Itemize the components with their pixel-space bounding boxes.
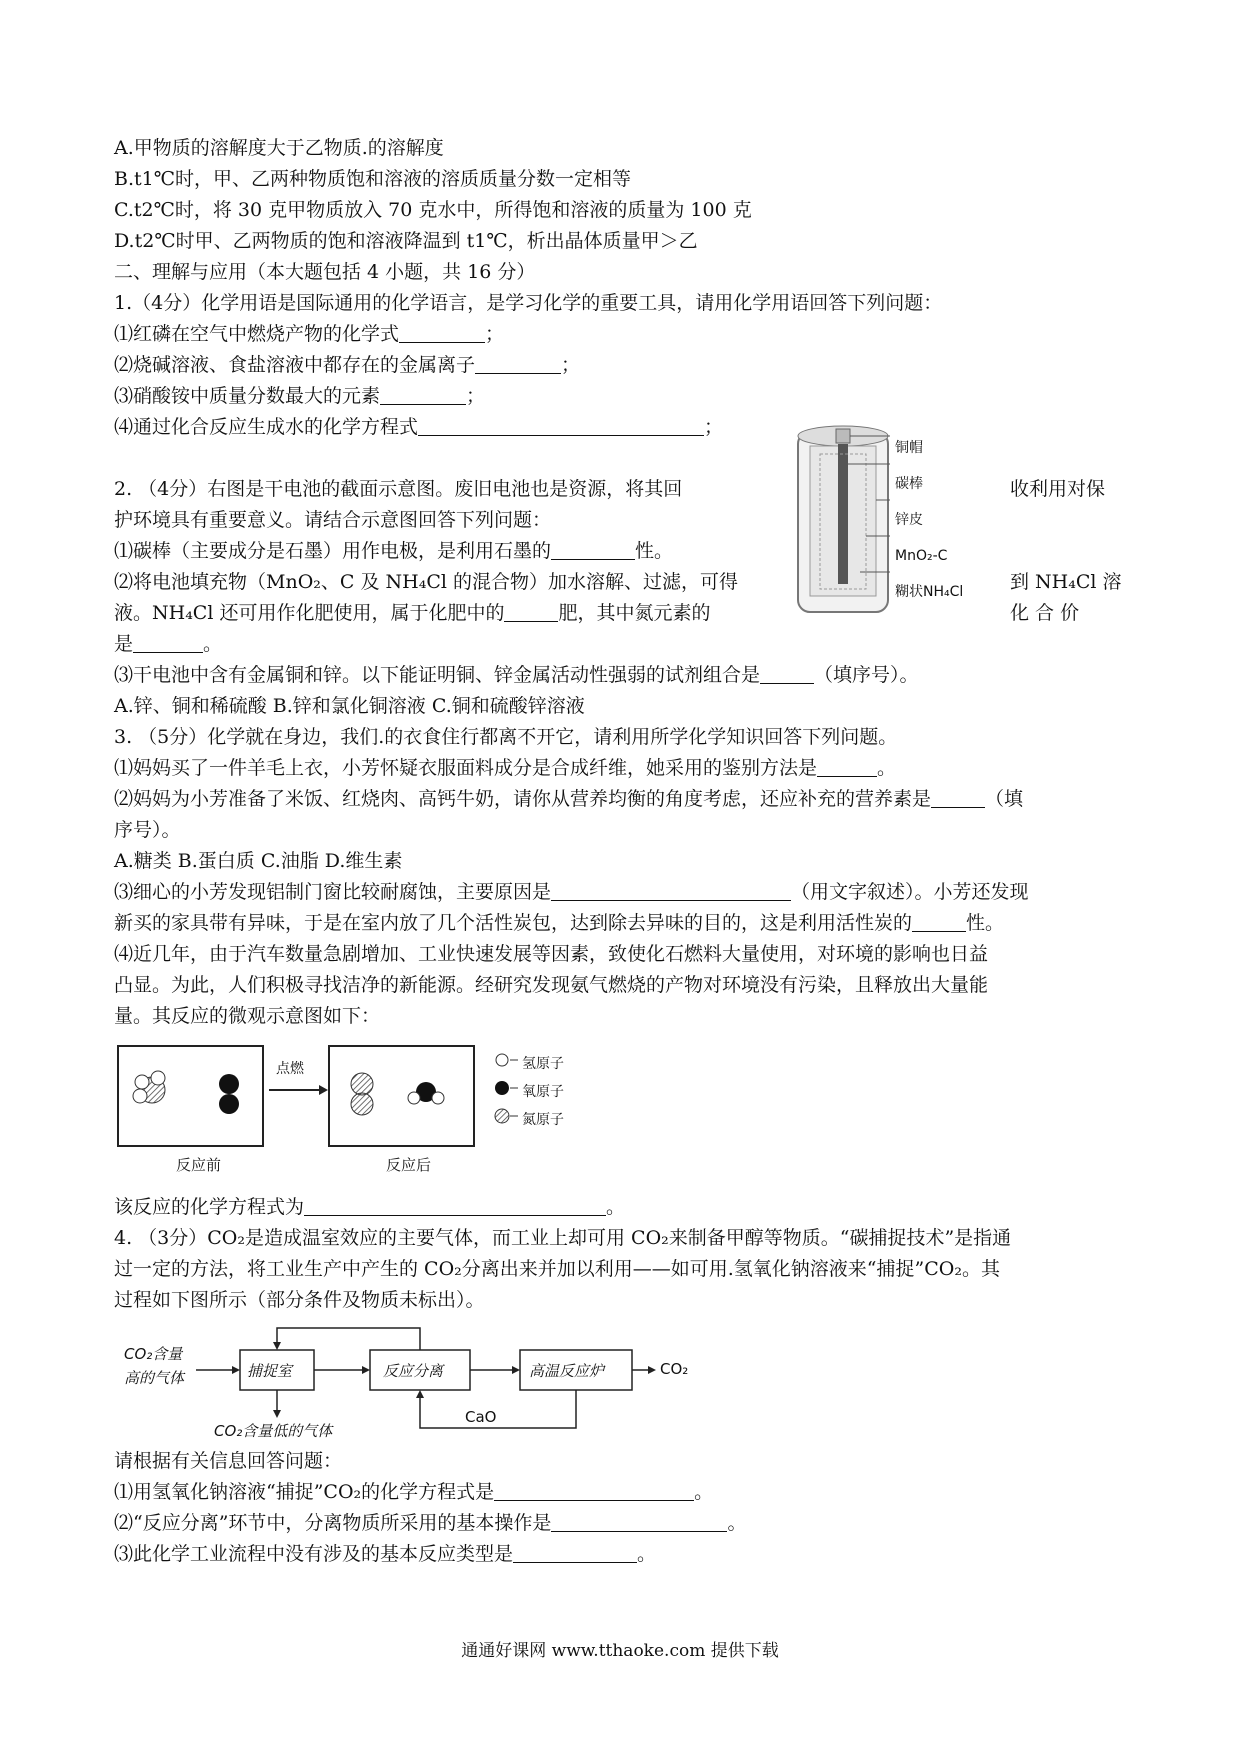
q3-part2-line2: 序号）。 — [114, 819, 181, 841]
punct: ； — [485, 323, 505, 345]
flow-output: CO₂ — [660, 1360, 689, 1378]
legend-nitrogen: 氮原子 — [522, 1112, 564, 1128]
q2-part1-end: 性。 — [635, 540, 674, 562]
answer-blank[interactable] — [380, 384, 466, 405]
q3-part3 — [114, 879, 1029, 905]
legend-hydrogen: 氢原子 — [522, 1056, 564, 1072]
flow-box-separation: 反应分离 — [383, 1362, 444, 1380]
q1-part4 — [114, 414, 723, 440]
flow-input — [124, 1342, 184, 1390]
q2-part2: ⑵将电池填充物（MnO₂、C 及 NH₄Cl 的混合物）加水溶解、过滤，可得 — [114, 571, 738, 593]
answer-blank[interactable] — [931, 787, 985, 808]
q2-part2-text-b: 肥，其中氮元素的 — [558, 602, 711, 624]
q2-part2-line3 — [114, 631, 222, 657]
q2-part2-text-c: 是 — [114, 633, 134, 655]
q3-part3-line2 — [114, 910, 1004, 936]
q3-equation — [114, 1194, 625, 1220]
punct: 。 — [606, 1196, 626, 1218]
q3-part2 — [114, 786, 1023, 812]
q2-part3-text: ⑶干电池中含有金属铜和锌。以下能证明铜、锌金属活动性强弱的试剂组合是 — [114, 664, 761, 686]
q1-part2 — [114, 352, 580, 378]
section-title: 二、理解与应用（本大题包括 4 小题，共 16 分） — [114, 261, 536, 283]
q4-line1: 4. （3分）CO₂是造成温室效应的主要气体，而工业上却可用 CO₂来制备甲醇等物质。“碳捕捉技术”是指通 — [114, 1227, 1012, 1249]
q2-line2: 护环境具有重要意义。请结合示意图回答下列问题： — [114, 509, 552, 531]
q4-intro: 请根据有关信息回答问题： — [114, 1450, 343, 1472]
q1-part4-text: ⑷通过化合反应生成水的化学方程式 — [114, 416, 419, 438]
answer-blank[interactable] — [551, 880, 791, 901]
q4-part1 — [114, 1479, 713, 1505]
flow-input-line2: 高的气体 — [124, 1369, 185, 1387]
option-b: B.t1℃时，甲、乙两种物质饱和溶液的溶质质量分数一定相等 — [114, 168, 631, 190]
label-mno2-c: MnO₂-C — [895, 548, 948, 564]
flow-box-furnace: 高温反应炉 — [529, 1362, 605, 1380]
flow-box-capture: 捕捉室 — [247, 1362, 293, 1380]
punct: ； — [704, 416, 724, 438]
answer-blank[interactable] — [760, 663, 814, 684]
punct: 。 — [694, 1481, 714, 1503]
q1-part1 — [114, 321, 504, 347]
before-label: 反应前 — [176, 1156, 222, 1174]
q2-part3 — [114, 662, 919, 688]
label-copper-cap: 铜帽 — [895, 440, 923, 456]
flow-cao: CaO — [465, 1408, 497, 1426]
q2-part2-text: 液。NH₄Cl 还可用作化肥使用，属于化肥中的 — [114, 602, 505, 624]
after-label: 反应后 — [386, 1156, 432, 1174]
q3-part4: ⑷近几年，由于汽车数量急剧增加、工业快速发展等因素，致使化石燃料大量使用，对环境的影响也日益 — [114, 943, 989, 965]
punct: 。 — [637, 1543, 657, 1565]
q1-part1-text: ⑴红磷在空气中燃烧产物的化学式 — [114, 323, 400, 345]
flow-input-line1: CO₂含量 — [124, 1345, 183, 1363]
q4-part2 — [114, 1510, 746, 1536]
q3-stem: 3. （5分）化学就在身边，我们.的衣食住行都离不开它，请利用所学化学知识回答下列问题。 — [114, 726, 898, 748]
q3-part3-text: ⑶细心的小芳发现铝制门窗比较耐腐蚀，主要原因是 — [114, 881, 552, 903]
answer-blank[interactable] — [912, 911, 966, 932]
q3-part1 — [114, 755, 896, 781]
answer-blank[interactable] — [399, 322, 485, 343]
arrow-label: 点燃 — [276, 1061, 304, 1077]
q2-part1-text: ⑴碳棒（主要成分是石墨）用作电极，是利用石墨的 — [114, 540, 552, 562]
q1-part2-text: ⑵烧碱溶液、食盐溶液中都存在的金属离子 — [114, 354, 476, 376]
q3-part4-line3: 量。其反应的微观示意图如下： — [114, 1005, 381, 1027]
answer-blank[interactable] — [475, 353, 561, 374]
q2-options: A.锌、铜和稀硫酸 B.锌和氯化铜溶液 C.铜和硫酸锌溶液 — [114, 695, 585, 717]
answer-blank[interactable] — [551, 1511, 727, 1532]
punct: ； — [561, 354, 581, 376]
q4-part3 — [114, 1541, 656, 1567]
q3-part2-text: ⑵妈妈为小芳准备了米饭、红烧肉、高钙牛奶，请你从营养均衡的角度考虑，还应补充的营养素是 — [114, 788, 932, 810]
answer-blank[interactable] — [418, 415, 704, 436]
answer-blank[interactable] — [551, 539, 635, 560]
q3-part3-end-b: 性。 — [966, 912, 1005, 934]
q3-part2-end: （填 — [985, 788, 1024, 810]
battery-labels — [895, 430, 963, 610]
q4-part2-text: ⑵“反应分离”环节中，分离物质所采用的基本操作是 — [114, 1512, 552, 1534]
option-c: C.t2℃时，将 30 克甲物质放入 70 克水中，所得饱和溶液的质量为 100 克 — [114, 199, 752, 221]
q4-part3-text: ⑶此化学工业流程中没有涉及的基本反应类型是 — [114, 1543, 514, 1565]
q4-line3: 过程如下图所示（部分条件及物质未标出）。 — [114, 1289, 485, 1311]
legend — [522, 1050, 564, 1134]
q3-part4-line2: 凸显。为此，人们积极寻找洁净的新能源。经研究发现氨气燃烧的产物对环境没有污染，且释放出大量能 — [114, 974, 989, 996]
q3-part3-end: （用文字叙述）。小芳还发现 — [791, 881, 1029, 903]
punct: ； — [466, 385, 486, 407]
q4-line2: 过一定的方法，将工业生产中产生的 CO₂分离出来并加以利用——如可用.氢氧化钠溶液来“捕捉”CO₂。其 — [114, 1258, 1000, 1280]
q2-part2-right: 到 NH₄Cl 溶 — [1010, 571, 1122, 593]
option-d: D.t2℃时甲、乙两物质的饱和溶液降温到 t1℃，析出晶体质量甲＞乙 — [114, 230, 698, 252]
q3-equation-text: 该反应的化学方程式为 — [114, 1196, 305, 1218]
answer-blank[interactable] — [504, 601, 558, 622]
label-carbon-rod: 碳棒 — [895, 476, 923, 492]
carbon-capture-flow — [114, 1318, 704, 1453]
q2-part2-right2: 化 合 价 — [1010, 602, 1080, 624]
q1-part3 — [114, 383, 485, 409]
q1-part3-text: ⑶硝酸铵中质量分数最大的元素 — [114, 385, 381, 407]
q2-part3-end: （填序号）。 — [814, 664, 919, 686]
answer-blank[interactable] — [494, 1480, 694, 1501]
page-footer: 通通好课网 www.tthaoke.com 提供下载 — [461, 1641, 779, 1661]
option-a: A.甲物质的溶解度大于乙物质.的溶解度 — [114, 137, 444, 159]
q2-stem: 2. （4分）右图是干电池的截面示意图。废旧电池也是资源，将其回 — [114, 478, 683, 500]
label-zinc-shell: 锌皮 — [895, 512, 923, 528]
punct: 。 — [727, 1512, 747, 1534]
punct: 。 — [877, 757, 897, 779]
answer-blank[interactable] — [817, 756, 877, 777]
legend-oxygen: 氧原子 — [522, 1084, 564, 1100]
q2-part1 — [114, 538, 673, 564]
q2-part2-line2 — [114, 600, 710, 626]
q3-options: A.糖类 B.蛋白质 C.油脂 D.维生素 — [114, 850, 403, 872]
q1-stem: 1.（4分）化学用语是国际通用的化学语言，是学习化学的重要工具，请用化学用语回答下列问题： — [114, 292, 943, 314]
punct: 。 — [203, 633, 223, 655]
answer-blank[interactable] — [513, 1542, 637, 1563]
answer-blank[interactable] — [133, 632, 203, 653]
q3-part1-text: ⑴妈妈买了一件羊毛上衣，小芳怀疑衣服面料成分是合成纤维，她采用的鉴别方法是 — [114, 757, 818, 779]
q2-stem-right: 收利用对保 — [1010, 478, 1106, 500]
q3-part3-text-b: 新买的家具带有异味，于是在室内放了几个活性炭包，达到除去异味的目的，这是利用活性炭的 — [114, 912, 913, 934]
answer-blank[interactable] — [304, 1195, 606, 1216]
q4-part1-text: ⑴用氢氧化钠溶液“捕捉”CO₂的化学方程式是 — [114, 1481, 495, 1503]
label-nh4cl-paste: 糊状NH₄Cl — [895, 584, 964, 600]
flow-low-co2: CO₂含量低的气体 — [214, 1422, 333, 1440]
